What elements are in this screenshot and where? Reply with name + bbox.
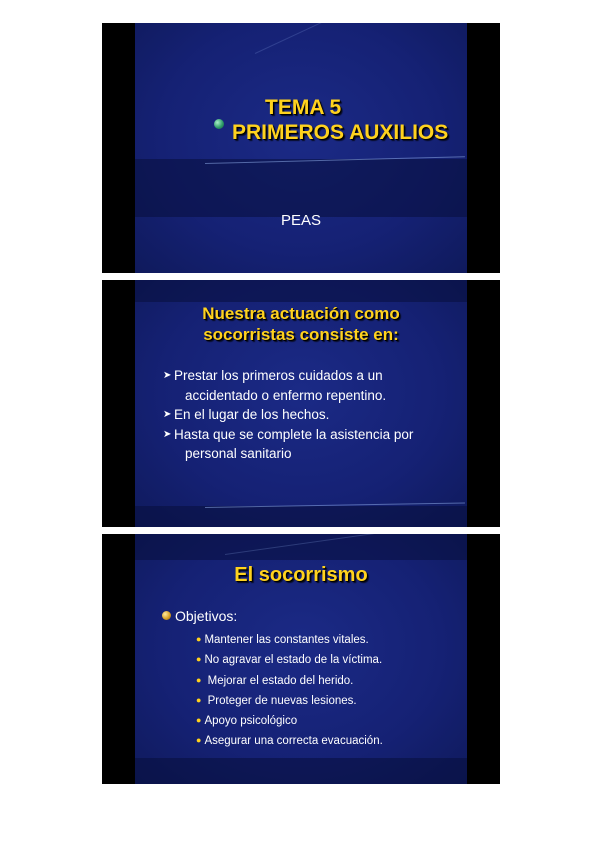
globe-icon xyxy=(214,119,224,129)
arrow-bullet-icon: ➤ xyxy=(163,428,172,440)
list-item xyxy=(196,711,383,731)
slide-3-title: El socorrismo xyxy=(234,564,368,586)
slide-2 xyxy=(102,280,500,527)
arrow-bullet-icon: ➤ xyxy=(163,409,172,420)
slide-2-panel xyxy=(135,280,467,527)
list-item-text: No agravar el estado de la víctima. xyxy=(204,654,383,667)
decor-band xyxy=(135,758,467,784)
slide-1-title-line-2: PRIMEROS AUXILIOS xyxy=(232,121,449,144)
slide-1-title-line-1: TEMA 5 xyxy=(265,96,342,119)
gold-sphere-icon xyxy=(162,611,171,620)
list-item-line-2: accidentado o enfermo repentino. xyxy=(185,387,387,403)
list-item xyxy=(196,650,383,670)
list-item xyxy=(196,630,383,650)
bullet-icon: ● xyxy=(196,715,202,726)
list-item xyxy=(196,691,383,711)
slide-2-title-line-2: socorristas consiste en: xyxy=(203,325,399,344)
list-item-line-1: Hasta que se complete la asistencia por xyxy=(174,426,414,442)
slide-1-panel xyxy=(135,23,467,273)
decor-band xyxy=(135,280,467,302)
decor-band xyxy=(135,159,467,217)
slide-3-panel xyxy=(135,534,467,784)
level-1-label: Objetivos: xyxy=(175,608,238,624)
list-item xyxy=(163,425,413,464)
list-item-line-2: personal sanitario xyxy=(185,446,292,461)
bullet-icon: ● xyxy=(196,674,202,685)
list-item xyxy=(196,731,383,751)
list-item xyxy=(163,366,413,405)
slide-3-list xyxy=(196,630,383,752)
list-item-line-1: En el lugar de los hechos. xyxy=(174,407,330,422)
list-item-text: Mejorar el estado del herido. xyxy=(204,674,354,687)
bullet-icon: ● xyxy=(196,634,202,644)
slide-2-title-line-1: Nuestra actuación como xyxy=(202,304,400,323)
list-item xyxy=(196,671,383,691)
list-item-text: Proteger de nuevas lesiones. xyxy=(204,694,357,707)
bullet-icon: ● xyxy=(196,694,202,705)
bullet-icon: ● xyxy=(196,654,202,665)
slide-1-subtitle: PEAS xyxy=(280,212,322,229)
slide-2-list xyxy=(163,366,413,464)
list-item-text: Mantener las constantes vitales. xyxy=(204,634,369,646)
list-item xyxy=(163,405,413,425)
list-item-text: Apoyo psicológico xyxy=(204,715,298,728)
decor-band xyxy=(135,534,467,560)
list-item-text: Asegurar una correcta evacuación. xyxy=(204,735,383,748)
list-item-line-1: Prestar los primeros cuidados a un xyxy=(174,368,383,383)
slide-1 xyxy=(102,23,500,273)
decor-band xyxy=(135,506,467,527)
bullet-icon: ● xyxy=(196,735,202,746)
decor-line xyxy=(255,23,391,54)
arrow-bullet-icon: ➤ xyxy=(163,370,172,381)
slide-3-level-1 xyxy=(162,608,237,624)
slide-2-title xyxy=(135,303,467,345)
slide-3 xyxy=(102,534,500,784)
